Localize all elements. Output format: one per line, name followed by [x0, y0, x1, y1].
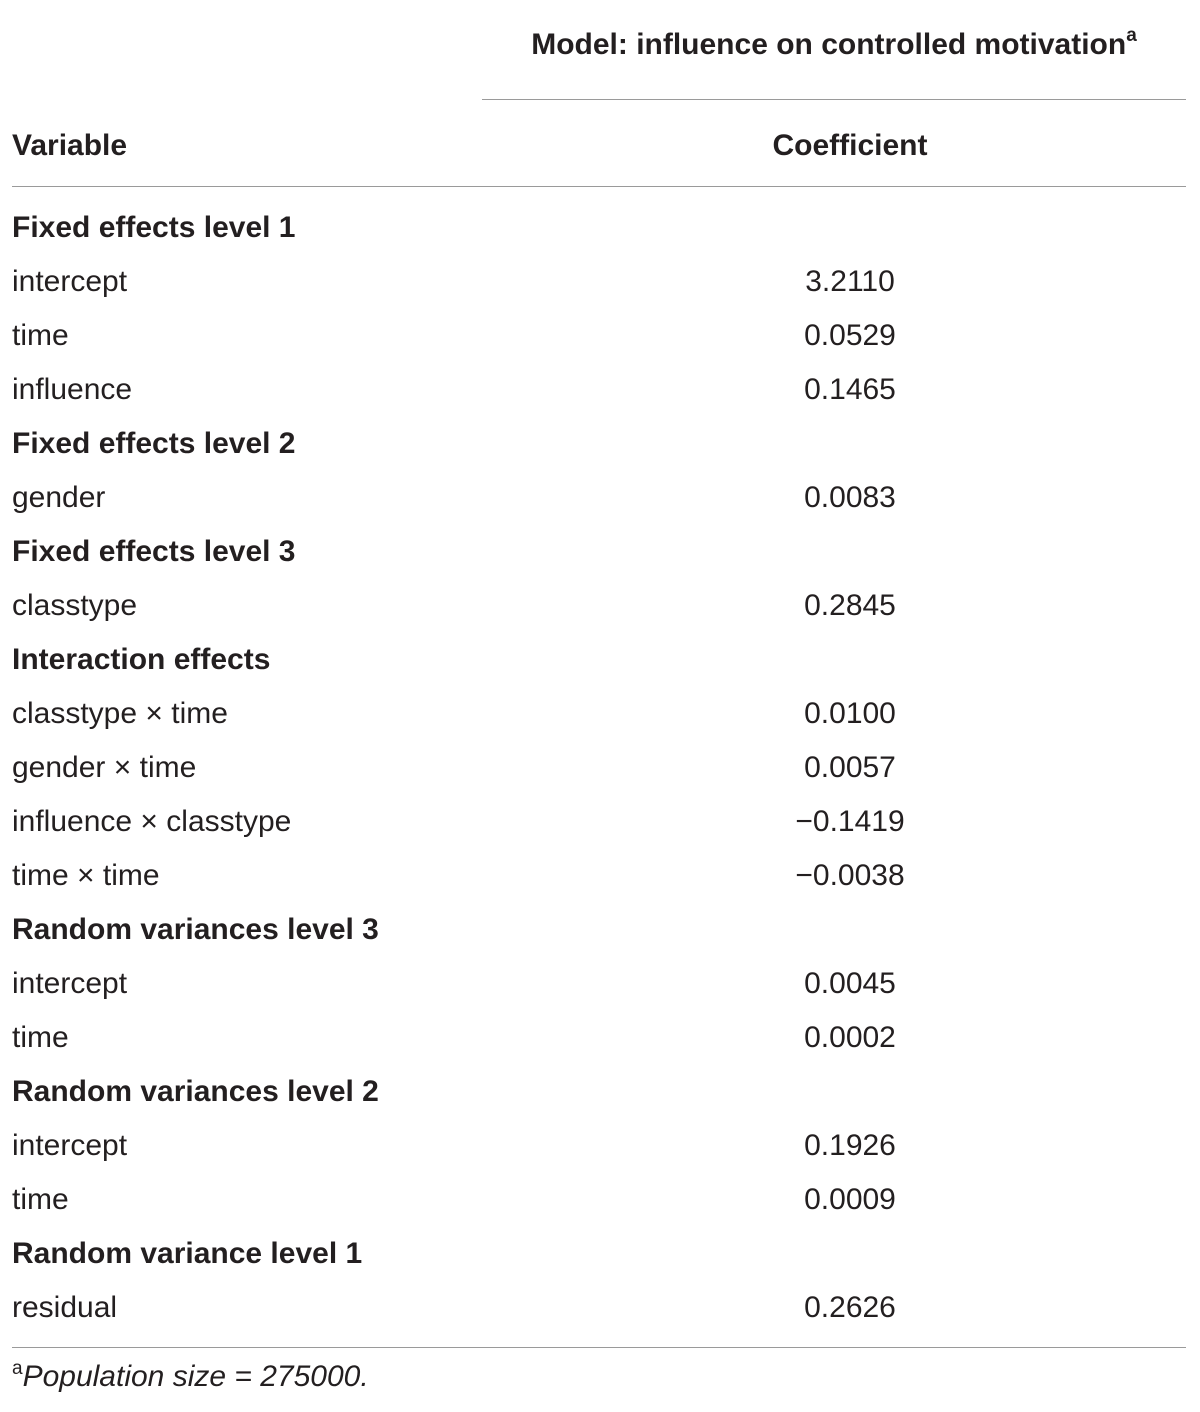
table-row	[12, 687, 1186, 741]
table-row	[12, 1119, 1186, 1173]
section-header-row	[12, 633, 1186, 687]
variable-cell: classtype × time	[12, 697, 228, 730]
table-row	[12, 741, 1186, 795]
column-header-coefficient: Coefficient	[772, 129, 928, 162]
section-header-row	[12, 201, 1186, 255]
section-label: Fixed effects level 1	[12, 211, 296, 244]
model-header-text: Model: influence on controlled motivation	[531, 28, 1127, 61]
section-header-row	[12, 903, 1186, 957]
table-row	[12, 849, 1186, 903]
section-label: Fixed effects level 3	[12, 535, 296, 568]
coefficient-cell: 0.0002	[804, 1021, 896, 1054]
variable-cell: influence	[12, 373, 133, 406]
header-divider	[12, 186, 1186, 187]
variable-cell: intercept	[12, 1129, 128, 1162]
coefficient-cell: 0.0100	[804, 697, 896, 730]
coefficient-cell: −0.0038	[795, 859, 905, 892]
coefficient-cell: 0.1926	[804, 1129, 896, 1162]
section-header-row	[12, 1227, 1186, 1281]
table-row	[12, 579, 1186, 633]
section-label: Random variances level 3	[12, 913, 379, 946]
section-label: Random variances level 2	[12, 1075, 379, 1108]
section-label: Fixed effects level 2	[12, 427, 296, 460]
table-row	[12, 363, 1186, 417]
model-header-footnote-marker: a	[1126, 25, 1137, 46]
variable-cell: intercept	[12, 265, 128, 298]
variable-cell: time × time	[12, 859, 160, 892]
variable-cell: gender × time	[12, 751, 197, 784]
table-row	[12, 1281, 1186, 1335]
section-header-row	[12, 417, 1186, 471]
coefficient-cell: −0.1419	[795, 805, 905, 838]
table-row	[12, 471, 1186, 525]
variable-cell: classtype	[12, 589, 138, 622]
coefficient-cell: 0.0045	[804, 967, 896, 1000]
coefficient-cell: 0.0009	[804, 1183, 896, 1216]
coefficient-cell: 0.0057	[804, 751, 896, 784]
model-header	[482, 25, 1186, 62]
column-header-variable: Variable	[12, 129, 128, 162]
coefficient-cell: 0.1465	[804, 373, 896, 406]
coefficient-cell: 0.2845	[804, 589, 896, 622]
table-footnote	[12, 1360, 369, 1394]
table-row	[12, 957, 1186, 1011]
table-row	[12, 309, 1186, 363]
variable-cell: time	[12, 1021, 69, 1054]
footnote-marker: a	[12, 1358, 23, 1379]
footer-divider	[12, 1347, 1186, 1348]
section-label: Random variance level 1	[12, 1237, 363, 1270]
model-header-rule	[482, 99, 1186, 100]
coefficient-cell: 0.0529	[804, 319, 896, 352]
variable-cell: time	[12, 319, 69, 352]
variable-cell: residual	[12, 1291, 118, 1324]
coefficient-cell: 3.2110	[805, 265, 895, 298]
variable-cell: time	[12, 1183, 69, 1216]
table-body	[12, 201, 1186, 1335]
coefficient-cell: 0.0083	[804, 481, 896, 514]
variable-cell: gender	[12, 481, 106, 514]
table-row	[12, 255, 1186, 309]
table-row	[12, 795, 1186, 849]
variable-cell: intercept	[12, 967, 128, 1000]
section-header-row	[12, 1065, 1186, 1119]
footnote-text: Population size = 275000.	[22, 1360, 369, 1393]
table-row	[12, 1011, 1186, 1065]
coefficient-cell: 0.2626	[804, 1291, 896, 1324]
table-row	[12, 1173, 1186, 1227]
section-label: Interaction effects	[12, 643, 271, 676]
variable-cell: influence × classtype	[12, 805, 292, 838]
section-header-row	[12, 525, 1186, 579]
